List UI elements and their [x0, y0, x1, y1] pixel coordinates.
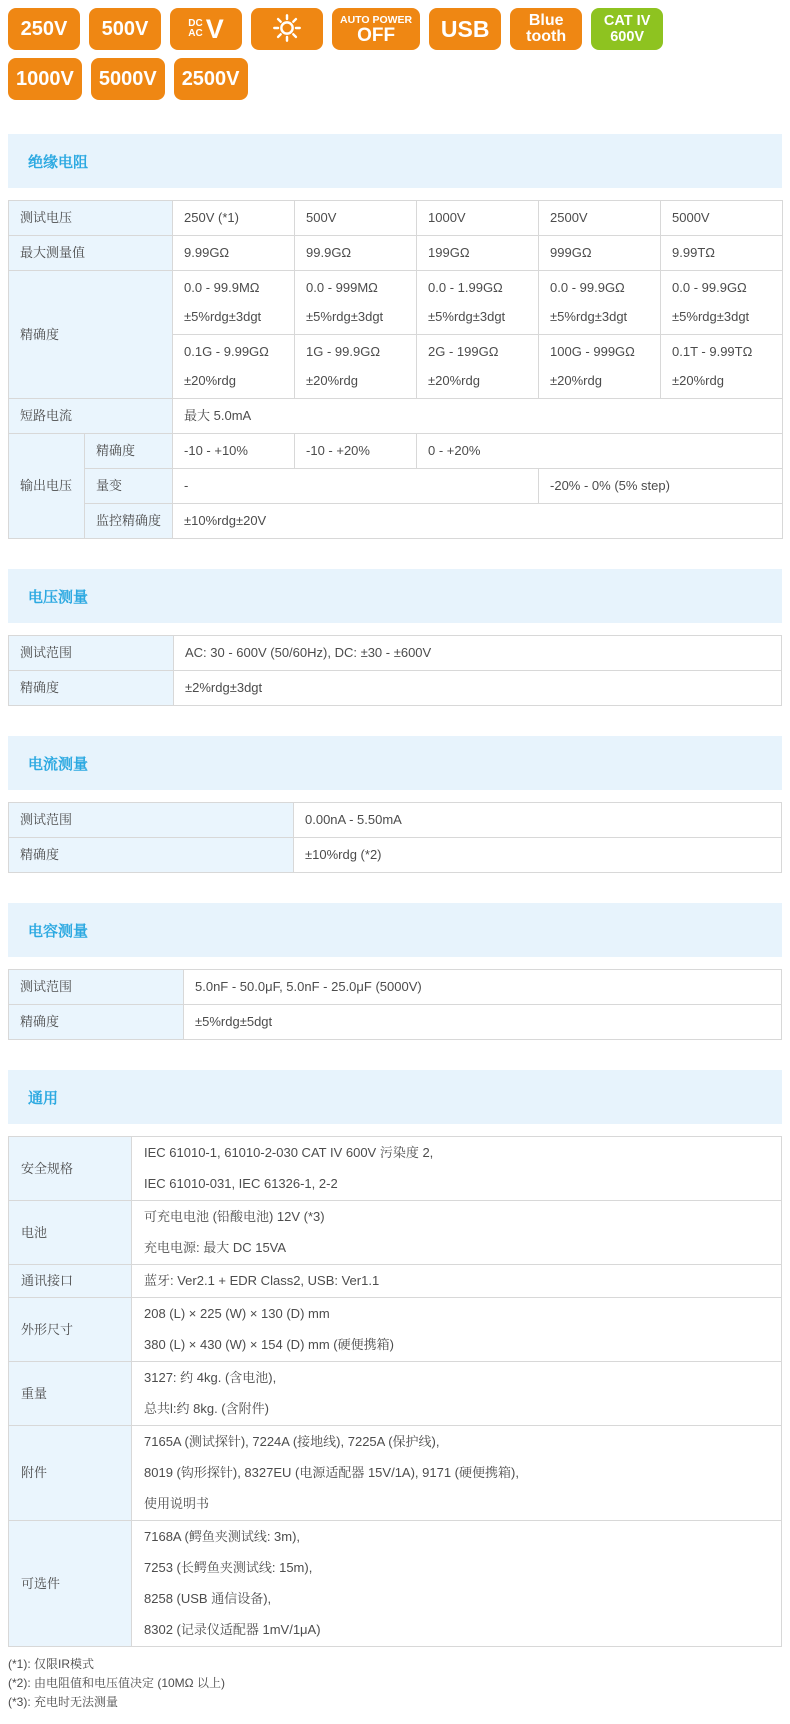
max-value-0: 9.99GΩ	[173, 236, 295, 271]
accuracy-cell	[661, 271, 783, 335]
capacitance-range-value: 5.0nF - 50.0μF, 5.0nF - 25.0μF (5000V)	[184, 970, 782, 1005]
row-capacitance-accuracy	[9, 1005, 782, 1040]
accuracy-spec: ±5%rdg±3dgt	[184, 309, 262, 324]
accuracy-cell	[295, 271, 417, 335]
badge-auto-power-off	[332, 8, 420, 50]
footnote-3: (*3): 充电时无法测量	[8, 1695, 119, 1709]
badge-500v	[89, 8, 161, 50]
current-range-value: 0.00nA - 5.50mA	[294, 803, 782, 838]
badge-1000v-label: 1000V	[16, 67, 74, 90]
safety-line-2: IEC 61010-031, IEC 61326-1, 2-2	[144, 1176, 338, 1191]
section-title-insulation: 绝缘电阻	[28, 153, 89, 171]
weight-line-2: 总共l:约 8kg. (含附件)	[144, 1401, 269, 1416]
output-range-value: -20% - 0% (5% step)	[539, 469, 783, 504]
accuracy-cell	[539, 335, 661, 399]
max-value-2: 199GΩ	[417, 236, 539, 271]
feature-badges	[8, 8, 782, 100]
dc-ac-label	[188, 19, 202, 39]
accessories-line-1: 7165A (测试探针), 7224A (接地线), 7225A (保护线),	[144, 1434, 440, 1449]
general-spec-table	[8, 1136, 782, 1647]
ac-label: AC	[188, 28, 203, 39]
accuracy-cell	[173, 271, 295, 335]
weight-line-1: 3127: 约 4kg. (含电池),	[144, 1370, 277, 1385]
badge-dc-ac-v	[170, 8, 242, 50]
label-accessories: 附件	[9, 1426, 132, 1521]
badge-backlight	[251, 8, 323, 50]
accuracy-spec: ±5%rdg±3dgt	[550, 309, 628, 324]
row-communication	[9, 1265, 782, 1298]
accuracy-range: 100G - 999GΩ	[550, 344, 635, 359]
row-output-accuracy	[9, 434, 783, 469]
max-value-4: 9.99TΩ	[661, 236, 783, 271]
cat-iv-label: CAT IV	[603, 13, 651, 29]
section-title-capacitance: 电容测量	[28, 922, 89, 940]
footnote-1: (*1): 仅限IR模式	[8, 1657, 95, 1671]
off-label: OFF	[357, 24, 396, 46]
label-weight: 重量	[9, 1362, 132, 1426]
current-accuracy-value: ±10%rdg (*2)	[294, 838, 782, 873]
options-line-4: 8302 (记录仪适配器 1mV/1μA)	[144, 1622, 321, 1637]
v-label: V	[205, 13, 224, 44]
usb-label: USB	[440, 15, 490, 42]
options-line-1: 7168A (鳄鱼夹测试线: 3m),	[144, 1529, 301, 1544]
accuracy-range: 0.0 - 99.9GΩ	[672, 280, 747, 295]
accuracy-range: 0.1T - 9.99TΩ	[672, 344, 753, 359]
options-line-3: 8258 (USB 通信设备),	[144, 1591, 272, 1606]
row-dimensions	[9, 1298, 782, 1362]
row-capacitance-range	[9, 970, 782, 1005]
weight-value	[132, 1362, 782, 1426]
test-voltage-2500: 2500V	[539, 201, 661, 236]
auto-power-label: AUTO POWER	[340, 13, 413, 26]
label-accuracy: 精确度	[9, 271, 173, 399]
bluetooth-label-line2: tooth	[526, 28, 567, 45]
badge-2500v	[174, 58, 248, 100]
label-output-accuracy: 精确度	[85, 434, 173, 469]
badge-250v	[8, 8, 80, 50]
accuracy-spec: ±5%rdg±3dgt	[428, 309, 506, 324]
monitor-accuracy-value: ±10%rdg±20V	[173, 504, 783, 539]
current-measurement-table	[8, 802, 782, 873]
dc-label: DC	[188, 18, 203, 29]
label-short-circuit: 短路电流	[9, 399, 173, 434]
accuracy-cell	[417, 271, 539, 335]
badge-250v-label: 250V	[20, 17, 68, 40]
row-accuracy-1	[9, 271, 783, 335]
badge-usb	[429, 8, 501, 50]
accuracy-range: 0.0 - 99.9GΩ	[550, 280, 625, 295]
insulation-resistance-table	[8, 200, 783, 539]
label-dimensions: 外形尺寸	[9, 1298, 132, 1362]
label-capacitance-range: 测试范围	[9, 970, 184, 1005]
label-options: 可选件	[9, 1521, 132, 1647]
badge-5000v	[91, 58, 165, 100]
label-output-voltage: 输出电压	[9, 434, 85, 539]
row-current-accuracy	[9, 838, 782, 873]
test-voltage-1000: 1000V	[417, 201, 539, 236]
capacitance-accuracy-value: ±5%rdg±5dgt	[184, 1005, 782, 1040]
label-current-range: 测试范围	[9, 803, 294, 838]
footnote-2: (*2): 由电阻值和电压值决定 (10MΩ 以上)	[8, 1676, 225, 1690]
accuracy-spec: ±5%rdg±3dgt	[672, 309, 750, 324]
row-voltage-range	[9, 636, 782, 671]
label-output-range: 量变	[85, 469, 173, 504]
row-weight	[9, 1362, 782, 1426]
row-options	[9, 1521, 782, 1647]
badge-row-2	[8, 58, 782, 100]
accuracy-cell	[539, 271, 661, 335]
battery-line-1: 可充电电池 (铅酸电池) 12V (*3)	[144, 1209, 325, 1224]
max-value-3: 999GΩ	[539, 236, 661, 271]
test-voltage-5000: 5000V	[661, 201, 783, 236]
accuracy-cell	[173, 335, 295, 399]
safety-value	[132, 1137, 782, 1201]
accuracy-cell	[295, 335, 417, 399]
label-max-measure: 最大测量值	[9, 236, 173, 271]
accuracy-spec: ±20%rdg	[428, 373, 480, 388]
accessories-line-2: 8019 (钩形探针), 8327EU (电源适配器 15V/1A), 9171 (硬便携箱),	[144, 1465, 519, 1480]
dimensions-line-2: 380 (L) × 430 (W) × 154 (D) mm (硬便携箱)	[144, 1337, 394, 1352]
output-accuracy-0: -10 - +10%	[173, 434, 295, 469]
test-voltage-250: 250V (*1)	[173, 201, 295, 236]
label-test-voltage: 测试电压	[9, 201, 173, 236]
label-safety: 安全规格	[9, 1137, 132, 1201]
row-accessories	[9, 1426, 782, 1521]
label-monitor-accuracy: 监控精确度	[85, 504, 173, 539]
label-battery: 电池	[9, 1201, 132, 1265]
row-battery	[9, 1201, 782, 1265]
section-title-general: 通用	[28, 1089, 59, 1107]
badge-2500v-label: 2500V	[181, 67, 240, 90]
row-short-circuit-current	[9, 399, 783, 434]
communication-line-1: 蓝牙: Ver2.1 + EDR Class2, USB: Ver1.1	[144, 1273, 380, 1288]
accuracy-cell	[661, 335, 783, 399]
row-test-voltage	[9, 201, 783, 236]
accuracy-spec: ±20%rdg	[184, 373, 236, 388]
output-accuracy-1: -10 - +20%	[295, 434, 417, 469]
section-title-current: 电流测量	[28, 755, 89, 773]
section-band-capacitance	[8, 903, 782, 957]
safety-line-1: IEC 61010-1, 61010-2-030 CAT IV 600V 污染度 2,	[144, 1145, 434, 1160]
section-band-insulation	[8, 134, 782, 188]
accuracy-spec: ±5%rdg±3dgt	[306, 309, 384, 324]
accuracy-range: 2G - 199GΩ	[428, 344, 499, 359]
battery-line-2: 充电电源: 最大 DC 15VA	[144, 1240, 287, 1255]
output-range-dash: -	[173, 469, 539, 504]
test-voltage-500: 500V	[295, 201, 417, 236]
row-output-range	[9, 469, 783, 504]
row-current-range	[9, 803, 782, 838]
options-line-2: 7253 (长鳄鱼夹测试线: 15m),	[144, 1560, 313, 1575]
badge-500v-label: 500V	[101, 17, 149, 40]
label-voltage-range: 测试范围	[9, 636, 174, 671]
sun-backlight-icon	[271, 12, 303, 47]
voltage-range-value: AC: 30 - 600V (50/60Hz), DC: ±30 - ±600V	[174, 636, 782, 671]
label-current-accuracy: 精确度	[9, 838, 294, 873]
badge-1000v	[8, 58, 82, 100]
options-value	[132, 1521, 782, 1647]
section-title-voltage: 电压测量	[28, 588, 89, 606]
footnotes	[8, 1655, 782, 1718]
dimensions-line-1: 208 (L) × 225 (W) × 130 (D) mm	[144, 1306, 330, 1321]
accuracy-range: 0.0 - 999MΩ	[306, 280, 378, 295]
max-value-1: 99.9GΩ	[295, 236, 417, 271]
dimensions-value	[132, 1298, 782, 1362]
row-max-measure	[9, 236, 783, 271]
row-voltage-accuracy	[9, 671, 782, 706]
output-accuracy-2: 0 - +20%	[417, 434, 783, 469]
badge-bluetooth	[510, 8, 582, 50]
battery-value	[132, 1201, 782, 1265]
voltage-accuracy-value: ±2%rdg±3dgt	[174, 671, 782, 706]
cat-600v-label: 600V	[610, 29, 645, 45]
accuracy-range: 1G - 99.9GΩ	[306, 344, 381, 359]
badge-row-1	[8, 8, 782, 50]
badge-cat-iv-600v	[591, 8, 663, 50]
row-safety	[9, 1137, 782, 1201]
accessories-value	[132, 1426, 782, 1521]
accuracy-spec: ±20%rdg	[550, 373, 602, 388]
short-circuit-value: 最大 5.0mA	[173, 399, 783, 434]
bluetooth-label-line1: Blue	[528, 12, 564, 29]
accuracy-range: 0.0 - 99.9MΩ	[184, 280, 260, 295]
section-band-voltage	[8, 569, 782, 623]
accuracy-spec: ±20%rdg	[306, 373, 358, 388]
accessories-line-3: 使用说明书	[144, 1496, 210, 1511]
accuracy-range: 0.0 - 1.99GΩ	[428, 280, 503, 295]
label-communication: 通讯接口	[9, 1265, 132, 1298]
voltage-measurement-table	[8, 635, 782, 706]
accuracy-range: 0.1G - 9.99GΩ	[184, 344, 269, 359]
capacitance-measurement-table	[8, 969, 782, 1040]
section-band-current	[8, 736, 782, 790]
section-band-general	[8, 1070, 782, 1124]
accuracy-spec: ±20%rdg	[672, 373, 724, 388]
accuracy-cell	[417, 335, 539, 399]
row-monitor-accuracy	[9, 504, 783, 539]
communication-value	[132, 1265, 782, 1298]
badge-5000v-label: 5000V	[98, 67, 157, 90]
label-capacitance-accuracy: 精确度	[9, 1005, 184, 1040]
label-voltage-accuracy: 精确度	[9, 671, 174, 706]
